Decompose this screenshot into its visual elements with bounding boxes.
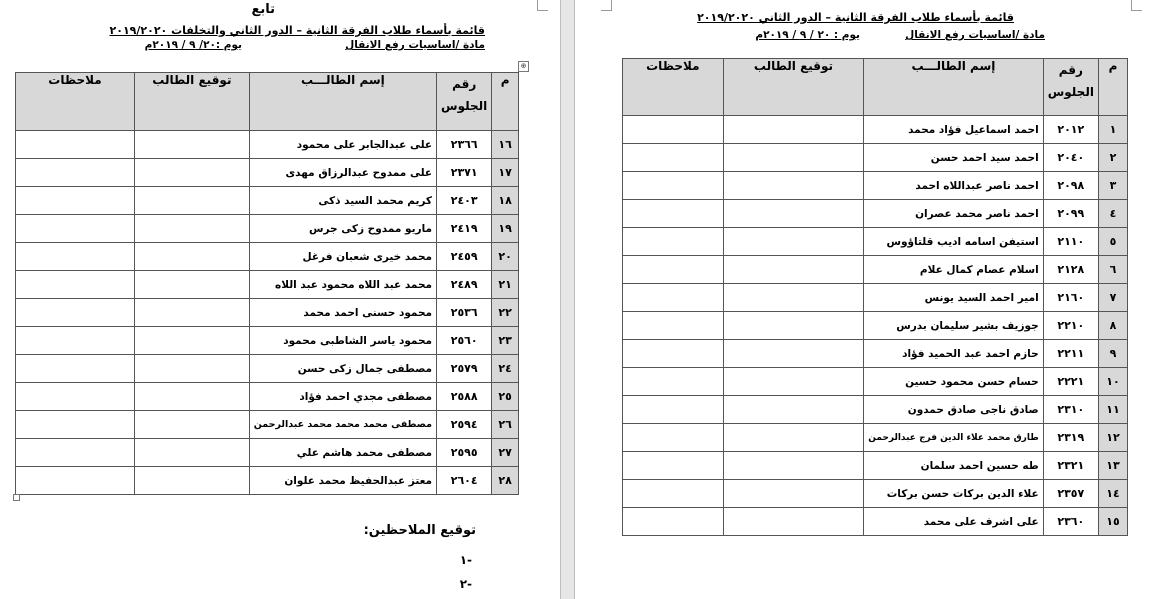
row-num: ٣ <box>1098 172 1127 200</box>
row-notes-cell[interactable] <box>16 383 135 411</box>
row-seat: ٢٣٥٧ <box>1043 480 1098 508</box>
row-signature-cell[interactable] <box>134 187 249 215</box>
row-name: احمد ناصر محمد عصران <box>864 200 1043 228</box>
row-notes-cell[interactable] <box>623 200 724 228</box>
table-row <box>623 144 1128 172</box>
row-notes-cell[interactable] <box>623 340 724 368</box>
header-name: إسم الطالـــب <box>249 73 436 131</box>
header-notes: ملاحظات <box>623 59 724 116</box>
continued-label: تابع <box>251 2 275 17</box>
row-num: ١٢ <box>1098 424 1127 452</box>
row-num: ٧ <box>1098 284 1127 312</box>
row-name: علاء الدين بركات حسن بركات <box>864 480 1043 508</box>
table-header-row <box>623 59 1128 116</box>
date-text: يوم :٢٠/ ٩ / ٢٠١٩م <box>144 39 242 51</box>
row-seat: ٢٥٨٨ <box>437 383 492 411</box>
row-name: على اشرف على محمد <box>864 508 1043 536</box>
row-num: ٢٥ <box>492 383 519 411</box>
row-name: طه حسين احمد سلمان <box>864 452 1043 480</box>
row-signature-cell[interactable] <box>723 396 864 424</box>
table-row <box>16 187 519 215</box>
row-notes-cell[interactable] <box>623 368 724 396</box>
row-signature-cell[interactable] <box>723 228 864 256</box>
row-notes-cell[interactable] <box>16 215 135 243</box>
row-seat: ٢١٦٠ <box>1043 284 1098 312</box>
row-seat: ٢٥٣٦ <box>437 299 492 327</box>
subject-text: مادة /اساسيات رفع الانقال <box>345 39 485 51</box>
row-num: ٨ <box>1098 312 1127 340</box>
row-num: ٥ <box>1098 228 1127 256</box>
row-num: ٢٤ <box>492 355 519 383</box>
row-signature-cell[interactable] <box>723 200 864 228</box>
row-notes-cell[interactable] <box>16 131 135 159</box>
row-notes-cell[interactable] <box>16 159 135 187</box>
row-signature-cell[interactable] <box>134 355 249 383</box>
row-signature-cell[interactable] <box>134 131 249 159</box>
row-num: ١٧ <box>492 159 519 187</box>
row-name: مصطفى مجدي احمد فؤاد <box>249 383 436 411</box>
table-row <box>16 411 519 439</box>
row-seat: ٢٣١٩ <box>1043 424 1098 452</box>
row-name: احمد سيد احمد حسن <box>864 144 1043 172</box>
row-notes-cell[interactable] <box>623 256 724 284</box>
row-signature-cell[interactable] <box>134 243 249 271</box>
row-seat: ٢٥٧٩ <box>437 355 492 383</box>
row-seat: ٢٢١١ <box>1043 340 1098 368</box>
row-num: ١٤ <box>1098 480 1127 508</box>
table-row <box>623 200 1128 228</box>
observer-item-2: -٢ <box>459 577 472 591</box>
row-name: على عبدالجابر على محمود <box>249 131 436 159</box>
header-num: م <box>492 73 519 131</box>
students-table-right <box>622 58 1128 536</box>
table-row <box>623 396 1128 424</box>
row-signature-cell[interactable] <box>134 271 249 299</box>
row-signature-cell[interactable] <box>134 327 249 355</box>
row-seat: ٢٠١٢ <box>1043 116 1098 144</box>
row-notes-cell[interactable] <box>623 508 724 536</box>
row-notes-cell[interactable] <box>16 439 135 467</box>
table-row <box>16 299 519 327</box>
row-notes-cell[interactable] <box>16 299 135 327</box>
row-name: معتز عبدالحفيظ محمد علوان <box>249 467 436 495</box>
row-seat: ٢٣٦٠ <box>1043 508 1098 536</box>
observers-label: توقيع الملاحظين: <box>363 523 476 538</box>
table-row <box>16 467 519 495</box>
table-row <box>623 116 1128 144</box>
row-num: ١٩ <box>492 215 519 243</box>
row-name: امير احمد السيد يونس <box>864 284 1043 312</box>
row-name: ماريو ممدوح زكى جرس <box>249 215 436 243</box>
row-signature-cell[interactable] <box>723 424 864 452</box>
row-seat: ٢٣٦٦ <box>437 131 492 159</box>
table-row <box>623 480 1128 508</box>
row-notes-cell[interactable] <box>623 116 724 144</box>
row-notes-cell[interactable] <box>16 271 135 299</box>
table-resize-handle[interactable] <box>13 494 20 501</box>
header-seat <box>1043 59 1098 116</box>
row-notes-cell[interactable] <box>623 228 724 256</box>
row-num: ٦ <box>1098 256 1127 284</box>
table-row <box>16 131 519 159</box>
row-seat: ٢٠٤٠ <box>1043 144 1098 172</box>
document-page-left <box>0 0 560 599</box>
header-seat <box>437 73 492 131</box>
row-seat: ٢٦٠٤ <box>437 467 492 495</box>
row-name: على ممدوح عبدالرزاق مهدى <box>249 159 436 187</box>
row-notes-cell[interactable] <box>16 355 135 383</box>
row-notes-cell[interactable] <box>623 284 724 312</box>
table-row <box>16 383 519 411</box>
row-seat: ٢٥٩٤ <box>437 411 492 439</box>
date-label <box>145 39 242 51</box>
row-name: مصطفى جمال زكى حسن <box>249 355 436 383</box>
row-signature-cell[interactable] <box>134 299 249 327</box>
row-signature-cell[interactable] <box>134 159 249 187</box>
row-name: جوزيف بشير سليمان بدرس <box>864 312 1043 340</box>
row-num: ١٨ <box>492 187 519 215</box>
row-seat: ٢٤٥٩ <box>437 243 492 271</box>
row-num: ٢٠ <box>492 243 519 271</box>
header-num: م <box>1098 59 1127 116</box>
row-seat: ٢٣٧١ <box>437 159 492 187</box>
row-seat: ٢٢٢١ <box>1043 368 1098 396</box>
row-signature-cell[interactable] <box>723 284 864 312</box>
row-num: ٢٦ <box>492 411 519 439</box>
row-name: كريم محمد السيد ذكى <box>249 187 436 215</box>
subject-text: مادة /اساسيات رفع الانقال <box>905 29 1045 41</box>
crop-mark-top-right <box>537 0 548 11</box>
subject-label <box>905 29 1045 41</box>
row-notes-cell[interactable] <box>623 452 724 480</box>
row-num: ١ <box>1098 116 1127 144</box>
table-row <box>16 355 519 383</box>
row-signature-cell[interactable] <box>134 383 249 411</box>
table-row <box>16 327 519 355</box>
row-name: استيفن اسامه اديب قلتاؤوس <box>864 228 1043 256</box>
observer-item-1: -١ <box>459 553 472 567</box>
table-row <box>16 271 519 299</box>
row-notes-cell[interactable] <box>623 144 724 172</box>
row-seat: ٢٤١٩ <box>437 215 492 243</box>
header-seat-line1: رقم <box>1058 63 1083 77</box>
row-signature-cell[interactable] <box>723 144 864 172</box>
table-row <box>623 368 1128 396</box>
row-signature-cell[interactable] <box>723 256 864 284</box>
table-row <box>623 228 1128 256</box>
table-row <box>623 172 1128 200</box>
table-row <box>623 452 1128 480</box>
table-row <box>623 312 1128 340</box>
row-signature-cell[interactable] <box>134 215 249 243</box>
row-seat: ٢٥٦٠ <box>437 327 492 355</box>
row-signature-cell[interactable] <box>723 452 864 480</box>
row-notes-cell[interactable] <box>16 243 135 271</box>
table-move-handle-icon[interactable]: ⊕ <box>518 61 529 72</box>
row-num: ٩ <box>1098 340 1127 368</box>
row-seat: ٢٥٩٥ <box>437 439 492 467</box>
row-num: ٢٣ <box>492 327 519 355</box>
row-num: ١٠ <box>1098 368 1127 396</box>
table-row <box>16 439 519 467</box>
crop-mark-top-right <box>1131 0 1142 11</box>
row-seat: ٢٠٩٩ <box>1043 200 1098 228</box>
row-signature-cell[interactable] <box>134 439 249 467</box>
row-notes-cell[interactable] <box>623 396 724 424</box>
row-notes-cell[interactable] <box>16 411 135 439</box>
row-notes-cell[interactable] <box>16 467 135 495</box>
row-name: اسلام عصام كمال علام <box>864 256 1043 284</box>
table-row <box>623 284 1128 312</box>
row-seat: ٢٣١٠ <box>1043 396 1098 424</box>
crop-mark-top-left <box>601 0 612 11</box>
row-signature-cell[interactable] <box>723 172 864 200</box>
row-name: مصطفى محمد محمد محمد عبدالرحمن <box>249 411 436 439</box>
row-signature-cell[interactable] <box>134 411 249 439</box>
row-seat: ٢١١٠ <box>1043 228 1098 256</box>
row-name: حسام حسن محمود حسين <box>864 368 1043 396</box>
row-name: محمد خيرى شعبان فرغل <box>249 243 436 271</box>
row-num: ٢٢ <box>492 299 519 327</box>
document-page-right <box>575 0 1150 599</box>
row-name: صادق ناجى صادق حمدون <box>864 396 1043 424</box>
header-seat-line2: الجلوس <box>1047 85 1094 99</box>
table-row <box>623 340 1128 368</box>
row-name: مصطفى محمد هاشم علي <box>249 439 436 467</box>
row-notes-cell[interactable] <box>16 187 135 215</box>
table-row <box>16 243 519 271</box>
row-num: ٢١ <box>492 271 519 299</box>
header-signature: توقيع الطالب <box>723 59 864 116</box>
list-title: قائمة بأسماء طلاب الفرقة الثانية – الدور الثاني والتخلفات ٢٠١٩/٢٠٢٠ <box>109 24 485 37</box>
row-num: ٢٨ <box>492 467 519 495</box>
row-name: حازم احمد عبد الحميد فؤاد <box>864 340 1043 368</box>
header-signature: توقيع الطالب <box>134 73 249 131</box>
row-num: ٢ <box>1098 144 1127 172</box>
table-header-row <box>16 73 519 131</box>
row-num: ١٦ <box>492 131 519 159</box>
row-name: احمد ناصر عبداللاه احمد <box>864 172 1043 200</box>
row-signature-cell[interactable] <box>723 508 864 536</box>
row-signature-cell[interactable] <box>134 467 249 495</box>
row-name: احمد اسماعيل فؤاد محمد <box>864 116 1043 144</box>
header-seat-line1: رقم <box>452 77 477 91</box>
row-num: ٢٧ <box>492 439 519 467</box>
page-gap <box>560 0 575 599</box>
row-seat: ٢٤٨٩ <box>437 271 492 299</box>
row-num: ١٥ <box>1098 508 1127 536</box>
row-signature-cell[interactable] <box>723 340 864 368</box>
row-seat: ٢٢١٠ <box>1043 312 1098 340</box>
table-row <box>16 159 519 187</box>
table-row <box>623 256 1128 284</box>
table-row <box>623 508 1128 536</box>
subject-label <box>345 39 485 51</box>
row-notes-cell[interactable] <box>623 312 724 340</box>
row-signature-cell[interactable] <box>723 116 864 144</box>
row-name: محمد عبد اللاه محمود عبد اللاه <box>249 271 436 299</box>
row-notes-cell[interactable] <box>623 480 724 508</box>
table-row <box>16 215 519 243</box>
row-num: ١٣ <box>1098 452 1127 480</box>
row-notes-cell[interactable] <box>623 172 724 200</box>
header-notes: ملاحظات <box>16 73 135 131</box>
table-row <box>623 424 1128 452</box>
row-signature-cell[interactable] <box>723 312 864 340</box>
row-seat: ٢١٢٨ <box>1043 256 1098 284</box>
list-title: قائمة بأسماء طلاب الفرقة الثانية – الدور الثاني ٢٠١٩/٢٠٢٠ <box>697 11 1014 24</box>
row-num: ١١ <box>1098 396 1127 424</box>
row-notes-cell[interactable] <box>623 424 724 452</box>
row-notes-cell[interactable] <box>16 327 135 355</box>
row-seat: ٢٤٠٣ <box>437 187 492 215</box>
students-table-left <box>15 72 519 495</box>
date-label <box>755 29 860 41</box>
header-seat-line2: الجلوس <box>441 99 488 113</box>
header-name: إسم الطالـــب <box>864 59 1043 116</box>
row-name: محمود ياسر الشاطبى محمود <box>249 327 436 355</box>
row-seat: ٢٠٩٨ <box>1043 172 1098 200</box>
date-text: يوم : ٢٠ / ٩ / ٢٠١٩م <box>755 29 860 41</box>
row-signature-cell[interactable] <box>723 368 864 396</box>
row-name: طارق محمد علاء الدين فرج عبدالرحمن <box>864 424 1043 452</box>
row-signature-cell[interactable] <box>723 480 864 508</box>
row-seat: ٢٣٢١ <box>1043 452 1098 480</box>
row-num: ٤ <box>1098 200 1127 228</box>
row-name: محمود حسنى احمد محمد <box>249 299 436 327</box>
